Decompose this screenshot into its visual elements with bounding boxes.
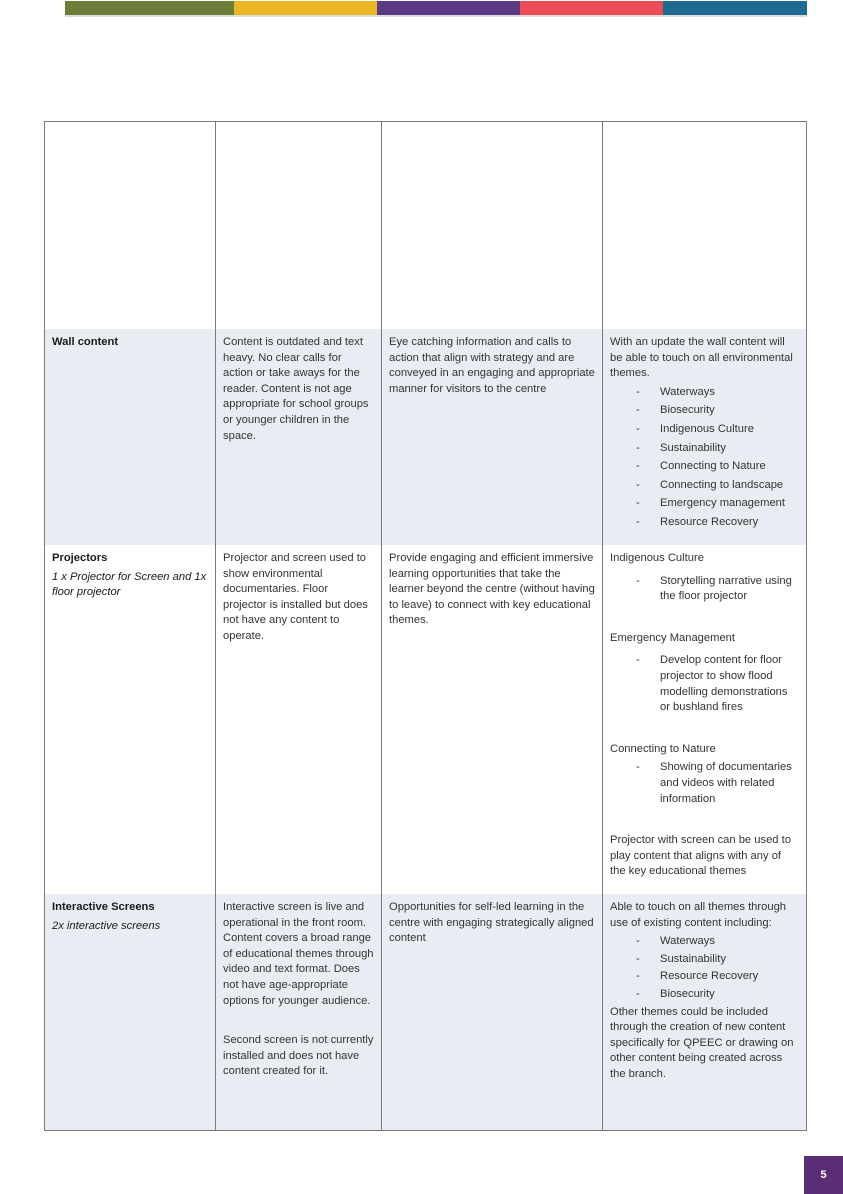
list-item: - Resource Recovery (660, 969, 799, 985)
desired-state-text: Provide engaging and efficient immersive learning opportunities that take the learner beyond the centre (without having to leave) to connect with key educational themes. (389, 552, 595, 627)
band-segment-red (520, 1, 663, 15)
themes-list (610, 574, 799, 605)
spacer (610, 607, 799, 631)
list-item: - Connecting to landscape (660, 478, 799, 494)
header-color-band (65, 1, 807, 15)
table-cell (382, 122, 603, 330)
theme-heading: Indigenous Culture (610, 552, 704, 564)
list-item: - Waterways (660, 385, 799, 401)
desired-state-text: Opportunities for self-led learning in the centre with engaging strategically aligned content (389, 901, 594, 945)
theme-heading: Connecting to Nature (610, 742, 716, 755)
band-segment-purple (377, 1, 520, 15)
item-cell (45, 545, 216, 894)
table-row-empty (45, 122, 807, 330)
list-item: - Storytelling narrative using the floor projector (660, 574, 799, 605)
theme-closing-text: Other themes could be included through the creation of new content specifically for QPEEC or drawing on other content being created across the branch. (610, 1005, 794, 1080)
desired-state-text: Eye catching information and calls to action that align with strategy and are conveyed in an engaging and appropriate manner for visitors to the centre (389, 336, 595, 395)
desired-state-cell (382, 894, 603, 1131)
list-item: - Indigenous Culture (660, 422, 799, 438)
item-title: Projectors (52, 552, 108, 564)
list-item: - Resource Recovery (660, 515, 799, 531)
table-row-interactive-screens (45, 894, 807, 1131)
page-number: 5 (804, 1156, 843, 1194)
themes-cell (603, 329, 807, 545)
current-state-cell (216, 894, 382, 1131)
current-state-text: Second screen is not currently installed and does not have content created for it. (223, 1034, 374, 1078)
list-item: - Showing of documentaries and videos with related information (660, 760, 799, 807)
table-cell (45, 122, 216, 330)
desired-state-cell (382, 545, 603, 894)
item-subtitle: 1 x Projector for Screen and 1x floor projector (52, 570, 207, 599)
table-row-projectors (45, 545, 807, 894)
band-segment-blue (663, 1, 807, 15)
table-cell (603, 122, 807, 330)
list-item: - Connecting to Nature (660, 459, 799, 475)
current-state-cell (216, 329, 382, 545)
list-item: - Biosecurity (660, 403, 799, 419)
list-item: - Develop content for floor projector to show flood modelling demonstrations or bushland fires (660, 653, 799, 715)
table-cell (216, 122, 382, 330)
theme-closing-text: Projector with screen can be used to play content that aligns with any of the key educational themes (610, 834, 791, 878)
themes-list (610, 653, 799, 715)
spacer (610, 718, 799, 742)
table-row-wall-content (45, 329, 807, 545)
spacer (223, 1009, 374, 1033)
band-segment-yellow (234, 1, 377, 15)
desired-state-cell (382, 329, 603, 545)
current-state-text: Projector and screen used to show environmental documentaries. Floor projector is installed but does not have any content to operate. (223, 552, 368, 642)
list-item: - Sustainability (660, 952, 799, 968)
themes-cell (603, 894, 807, 1131)
themes-list (610, 934, 799, 1002)
themes-intro: With an update the wall content will be able to touch on all environmental themes. (610, 336, 793, 380)
item-cell (45, 894, 216, 1131)
themes-list (610, 760, 799, 807)
themes-list (610, 385, 799, 531)
list-item: - Emergency management (660, 496, 799, 512)
current-state-cell (216, 545, 382, 894)
item-title: Wall content (52, 336, 119, 348)
item-title: Interactive Screens (52, 901, 155, 913)
theme-heading: Emergency Management (610, 631, 735, 644)
band-segment-green (65, 1, 234, 15)
spacer (610, 809, 799, 833)
current-state-text: Interactive screen is live and operational in the front room. Content covers a broad range of educational themes through video and text format. Does not have age-appropriate options for younger audience. (223, 901, 374, 1007)
header-band-shadow (65, 15, 807, 17)
item-subtitle: 2x interactive screens (52, 919, 161, 932)
list-item: - Sustainability (660, 441, 799, 457)
item-cell (45, 329, 216, 545)
themes-cell (603, 545, 807, 894)
assessment-table (44, 121, 807, 1131)
themes-intro: Able to touch on all themes through use of existing content including: (610, 901, 787, 929)
current-state-text: Content is outdated and text heavy. No clear calls for action or take aways for the reader. Content is not age appropriate for school groups or younger children in the space. (223, 336, 369, 442)
list-item: - Biosecurity (660, 987, 799, 1003)
list-item: - Waterways (660, 934, 799, 950)
